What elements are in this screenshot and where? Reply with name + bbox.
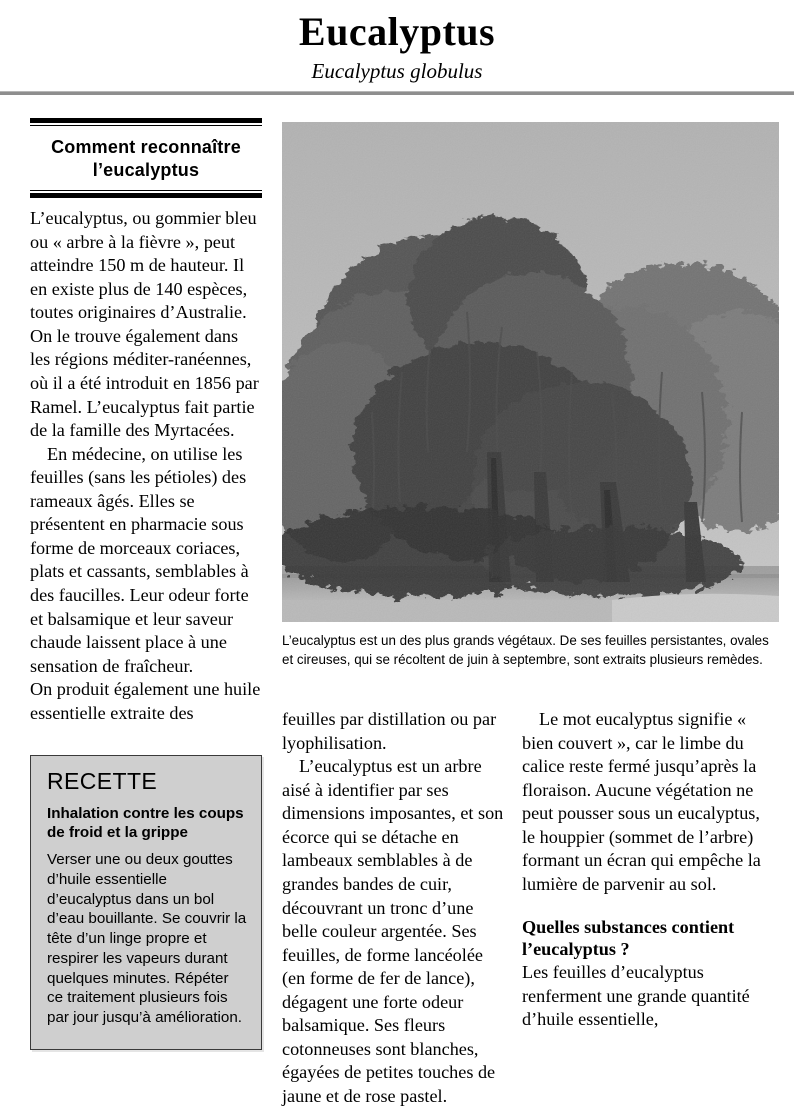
eucalyptus-tree-photograph (282, 122, 779, 622)
page-subtitle: Eucalyptus globulus (311, 59, 483, 83)
paragraph: On produit également une huile essentielle extraite des (30, 679, 261, 723)
paragraph: feuilles par distillation ou par lyophilisation. (282, 709, 497, 753)
document-masthead (0, 0, 794, 94)
header-divider-rule (0, 91, 794, 95)
right-column (522, 708, 762, 1032)
paragraph: L’eucalyptus, ou gommier bleu ou « arbre à la fièvre », peut atteindre 150 m de hauteur. Il en existe plus de 140 espèces, toutes originaires d’Australie. On le trouve également dans les régions méditer-ranéennes, où il a été introduit en 1856 par Ramel. L’eucalyptus fait partie de la famille des Myrtacées. (30, 208, 259, 441)
left-column-body (30, 198, 262, 725)
paragraph: Les feuilles d’eucalyptus renferment une grande quantité d’huile essentielle, (522, 962, 750, 1030)
eucalyptus-photo-figure (282, 122, 779, 622)
section-heading: Comment reconnaître l’eucalyptus (51, 137, 241, 180)
paragraph: L’eucalyptus est un arbre aisé à identifier par ses dimensions imposantes, et son écorce qui se détache en lambeaux semblables à de grandes bandes de cuir, découvrant un tronc d’une belle couleur argentée. Ses feuilles, de forme lancéolée (en forme de fer de lance), dégagent une forte odeur balsamique. Ses fleurs cotonneuses sont blanches, égayées de petites touches de jaune et de rose pastel. (282, 756, 504, 1106)
left-column (30, 118, 262, 725)
right-column-subheading: Quelles substances contient l’eucalyptus ? (522, 916, 735, 960)
heading-bottom-rule (30, 190, 262, 198)
recipe-title: RECETTE (47, 768, 158, 794)
recipe-body-text: Verser une ou deux gouttes d’huile essentielle d’eucalyptus dans un bol d’eau bouillante. Se couvrir la tête d’un linge propre et respirer les vapeurs durant quelques minutes. Répéter ce traitement plusieurs fois par jour jusqu’à amélioration. (47, 851, 247, 1027)
recipe-subtitle: Inhalation contre les coups de froid et la grippe (47, 805, 244, 841)
middle-column (282, 708, 504, 1109)
column-spacer (522, 897, 762, 916)
page-title: Eucalyptus (298, 9, 496, 54)
recipe-callout-box (30, 755, 262, 1050)
photo-caption: L’eucalyptus est un des plus grands végétaux. De ses feuilles persistantes, ovales et cireuses, qui se récoltent de juin à septembre, sont extraits plusieurs remèdes. (282, 633, 769, 667)
paragraph: En médecine, on utilise les feuilles (sans les pétioles) des rameaux âgés. Elles se présentent en pharmacie sous forme de morceaux coriaces, plats et cassants, semblables à des faucilles. Leur odeur forte et balsamique et leur saveur chaude laissent place à une sensation de fraîcheur. (30, 443, 249, 676)
paragraph: Le mot eucalyptus signifie « bien couvert », car le limbe du calice reste fermé jusqu’après la floraison. Aucune végétation ne peut pousser sous un eucalyptus, le houppier (sommet de l’arbre) formant un écran qui empêche la lumière de parvenir au sol. (522, 709, 761, 894)
heading-top-rule (30, 118, 262, 126)
